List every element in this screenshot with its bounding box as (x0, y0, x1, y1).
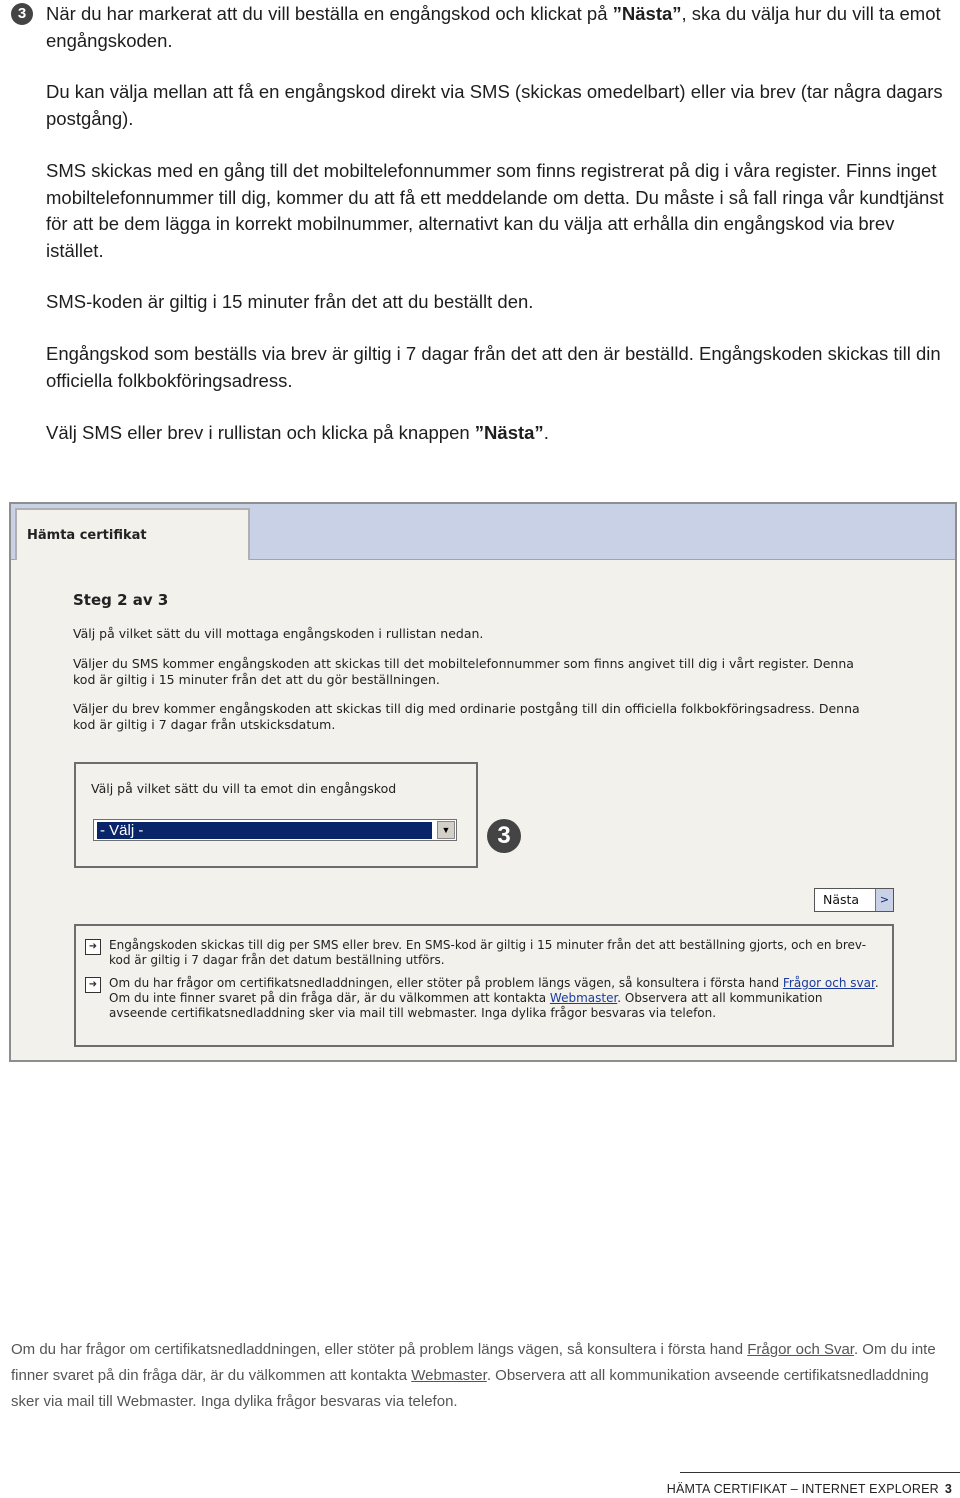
instruction-paragraph-6 (46, 420, 952, 447)
instruction-paragraph-2: Du kan välja mellan att få en engångskod direkt via SMS (skickas omedelbart) eller via brev (tar några dagars postgång). (46, 81, 943, 129)
footer-text-end: . Observera att all kommunikation avseende certifikatsnedladdning sker via mail till Webmaster. Inga dylika frågor besvaras via telefon. (11, 1367, 929, 1410)
footer-webmaster-link[interactable]: Webmaster (411, 1367, 487, 1384)
page-number: 3 (944, 1482, 952, 1496)
faq-link[interactable]: Frågor och svar (782, 976, 875, 990)
instruction-paragraph-5: Engångskod som beställs via brev är giltig i 7 dagar från det att den är beställd. Engångskoden skickas till din officiella folkbokföringsadress. (46, 343, 941, 391)
p6-text: Välj SMS eller brev i rullistan och klicka på knappen (46, 422, 475, 443)
tab-bar (11, 504, 955, 560)
footer-faq-link[interactable]: Frågor och Svar (747, 1341, 854, 1358)
next-button[interactable] (814, 888, 894, 912)
info2-text-end: . Observera att all kommunikation avseende certifikatsnedladdning sker via mail till webmaster. Inga dylika frågor besvaras via telefon. (109, 991, 823, 1020)
delivery-method-select[interactable] (93, 819, 457, 841)
info-arrow-icon: ➜ (85, 977, 101, 993)
footer-note (11, 1337, 951, 1415)
info2-text: Om du har frågor om certifikatsnedladdningen, eller stöter på problem längs vägen, så konsultera i första hand (109, 976, 783, 990)
select-value: - Välj - (97, 822, 432, 839)
webmaster-link[interactable]: Webmaster (549, 991, 618, 1005)
info2-text-mid: . Om du inte finner svaret på din fråga där, är du välkommen att kontakta (109, 976, 879, 1005)
tab-hamta-certifikat[interactable] (15, 508, 250, 560)
browser-screenshot (9, 502, 957, 1062)
info-item-1: Engångskoden skickas till dig per SMS eller brev. En SMS-kod är giltig i 15 minuter från det att beställning gjorts, och en brev-kod är giltig i 7 dagar från det datum beställning utförs. (109, 938, 867, 967)
footer-text-mid: . Om du inte finner svaret på din fråga där, är du välkommen att kontakta (11, 1341, 936, 1384)
sms-info: Väljer du SMS kommer engångskoden att skickas till det mobiltelefonnummer som finns angivet till dig i vårt register. Denna kod är giltig i 15 minuter från det att du gör beställningen. (73, 656, 854, 687)
footer-text: Om du har frågor om certifikatsnedladdningen, eller stöter på problem längs vägen, så konsultera i första hand (11, 1341, 748, 1358)
p1-bold: ”Nästa” (612, 3, 682, 24)
delivery-method-box (74, 762, 478, 868)
instruction-paragraph-4: SMS-koden är giltig i 15 minuter från det att du beställt den. (46, 291, 534, 312)
step-heading: Steg 2 av 3 (73, 591, 169, 609)
step-number-badge: 3 (11, 3, 33, 25)
tab-label: Hämta certifikat (27, 528, 147, 543)
chevron-down-icon[interactable]: ▼ (437, 821, 455, 839)
p6-text-end: . (543, 422, 549, 443)
next-label: Nästa (823, 892, 860, 907)
letter-info: Väljer du brev kommer engångskoden att skickas till dig med ordinarie postgång till din officiella folkbokföringsadress. Denna kod är giltig i 7 dagar från utskicksdatum. (73, 701, 860, 732)
page-footer-rule (680, 1472, 960, 1473)
instruction-paragraph-1 (46, 1, 952, 54)
instruction-paragraph-3: SMS skickas med en gång till det mobiltelefonnummer som finns registrerat på dig i våra register. Finns inget mobiltelefonnummer till dig, kommer du att få ett meddelande om detta. Du måste i så fall ringa vår kundtjänst för att be dem lägga in korrekt mobilnummer, alternativt kan du välja att erhålla din engångskod via brev istället. (46, 160, 944, 261)
step-marker-badge: 3 (487, 819, 521, 853)
info-arrow-icon: ➜ (85, 939, 101, 955)
info-box (74, 924, 894, 1047)
p1-text: När du har markerat att du vill beställa en engångskod och klickat på (46, 3, 613, 24)
arrow-right-icon: > (875, 889, 893, 911)
p6-bold: ”Nästa” (474, 422, 544, 443)
page-footer (667, 1482, 952, 1496)
step-intro: Välj på vilket sätt du vill mottaga engångskoden i rullistan nedan. (73, 626, 484, 641)
page-footer-label: HÄMTA CERTIFIKAT – INTERNET EXPLORER (666, 1482, 939, 1496)
delivery-method-label: Välj på vilket sätt du vill ta emot din engångskod (91, 781, 397, 796)
info-item-2 (109, 976, 884, 1021)
p1-text-end: , ska du välja hur du vill ta emot engångskoden. (46, 3, 941, 51)
